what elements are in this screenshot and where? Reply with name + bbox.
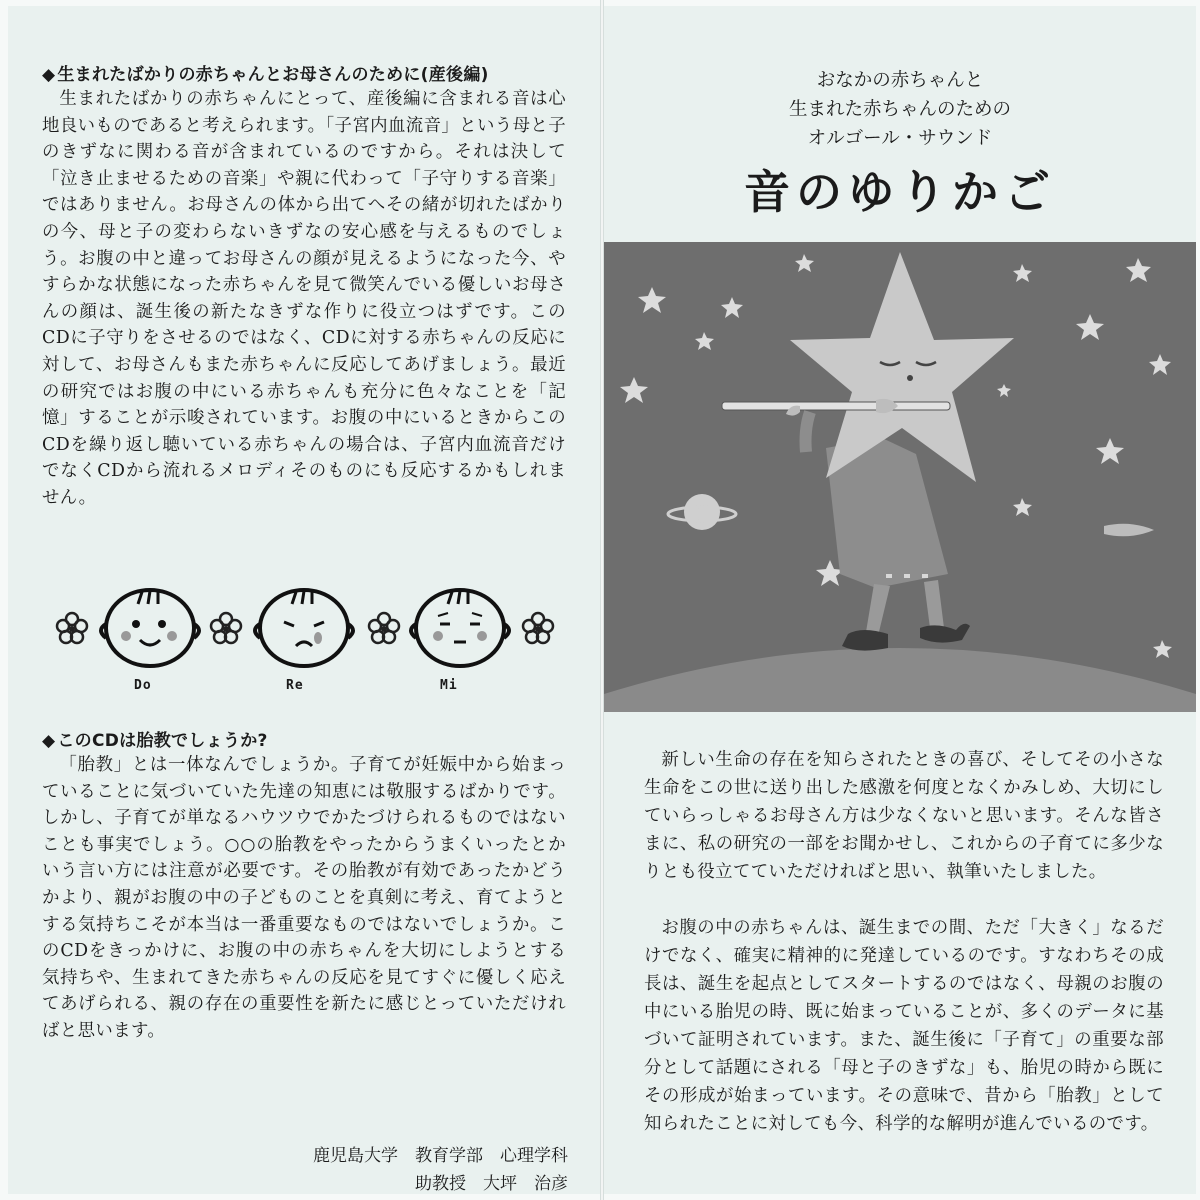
- author-affiliation: 鹿児島大学 教育学部 心理学科: [313, 1146, 568, 1166]
- prenatal-body-text: 「胎教」とは一体なんでしょうか。子育てが妊娠中から始まっていることに気づいていた先達の知恵には敬服するばかりです。しかし、子育てが単なるハウツウでかたづけられるものではないことも事実でしょう。○○の胎教をやったからうまくいったとかいう言い方には注意が必要です。その胎教が有効であったかどうかより、親がお腹の中の子どものことを真剣に考え、育てようとする気持ちこそが本当は一番重要なものではないでしょうか。このCDをきっかけに、お腹の中の赤ちゃんを大切にしようとする気持ちや、生まれてきた赤ちゃんの反応を見てすぐに優しく応えてあげられる、親の存在の重要性を新たに感じとっていただければと思います。: [42, 755, 566, 1041]
- smiling-face-icon: [101, 590, 199, 666]
- note-label-do: Do: [134, 678, 152, 693]
- subtitle-line-2: 生まれた赤ちゃんのための: [788, 99, 1011, 120]
- section-heading-postpartum: ◆ 生まれたばかりの赤ちゃんとお母さんのために(産後編): [42, 65, 489, 85]
- album-title: 音のゆりかご: [744, 165, 1056, 219]
- note-label-mi: Mi: [440, 678, 458, 693]
- flower-icon: [57, 613, 87, 643]
- calm-face-icon: [411, 590, 509, 666]
- author-name: 助教授 大坪 治彦: [415, 1174, 568, 1194]
- author-credit: [268, 1142, 568, 1198]
- diamond-bullet-icon: ◆: [42, 65, 56, 85]
- subtitle-line-1: おなかの赤ちゃんと: [816, 70, 984, 91]
- crying-face-icon: [255, 590, 353, 666]
- intro-paragraph-2: お腹の中の赤ちゃんは、誕生までの間、ただ「大きく」なるだけでなく、確実に精神的に発達しているのです。すなわちその成長は、誕生を起点としてスタートするのではなく、母親のお腹の中にいる胎児の時、既に始まっていることが、多くのデータに基づいて証明されています。また、誕生後に「子育て」の重要な部分として話題にされる「母と子のきずな」も、胎児の時から既にその形成が始まっています。その意味で、昔から「胎教」として知られたことに対しても今、科学的な解明が進んでいるのです。: [644, 918, 1164, 1134]
- subtitle-line-3: オルゴール・サウンド: [807, 128, 993, 149]
- note-label-re: Re: [286, 678, 304, 693]
- right-page: [604, 6, 1196, 1194]
- star-playing-flute-illustration: [604, 242, 1196, 712]
- faces-drawing: [48, 588, 568, 678]
- intro-paragraph-1: 新しい生命の存在を知らされたときの喜び、そしてその小さな生命をこの世に送り出した感激を何度となくかみしめ、大切にしていらっしゃるお母さん方は少なくないと思います。そんな皆さまに、私の研究の一部をお聞かせし、これからの子育てに多少なりとも役立てていただければと思い、執筆いたしました。: [644, 750, 1164, 882]
- flower-icon: [211, 613, 241, 643]
- diamond-bullet-icon: ◆: [42, 731, 56, 751]
- flower-icon: [523, 613, 553, 643]
- section-heading-prenatal: ◆ このCDは胎教でしょうか?: [42, 731, 268, 751]
- flower-icon: [369, 613, 399, 643]
- left-page: [8, 6, 600, 1194]
- do-re-mi-faces-illustration: [48, 588, 568, 708]
- postpartum-body-text: 生まれたばかりの赤ちゃんにとって、産後編に含まれる音は心地良いものであると考えられます。「子宮内血流音」という母と子のきずなに関わる音が含まれているのですから。それは決して「泣き止ませるための音楽」や親に代わって「子守りする音楽」ではありません。お母さんの体から出てへその緒が切れたばかりの今、母と子の変わらないきずなの安心感を与えるものでしょう。お腹の中と違ってお母さんの顔が見えるようになった今、やすらかな状態になった赤ちゃんを見て微笑んでいる優しいお母さんの顔は、誕生後の新たなきずな作りに役立つはずです。このCDに子守りをさせるのではなく、CDに対する赤ちゃんの反応に対して、お母さんもまた赤ちゃんに反応してあげましょう。最近の研究ではお腹の中にいる赤ちゃんも充分に色々なことを「記憶」することが示唆されています。お腹の中にいるときからこのCDを繰り返し聴いている赤ちゃんの場合は、子宮内血流音だけでなくCDから流れるメロディそのものにも反応するかもしれません。: [42, 89, 566, 508]
